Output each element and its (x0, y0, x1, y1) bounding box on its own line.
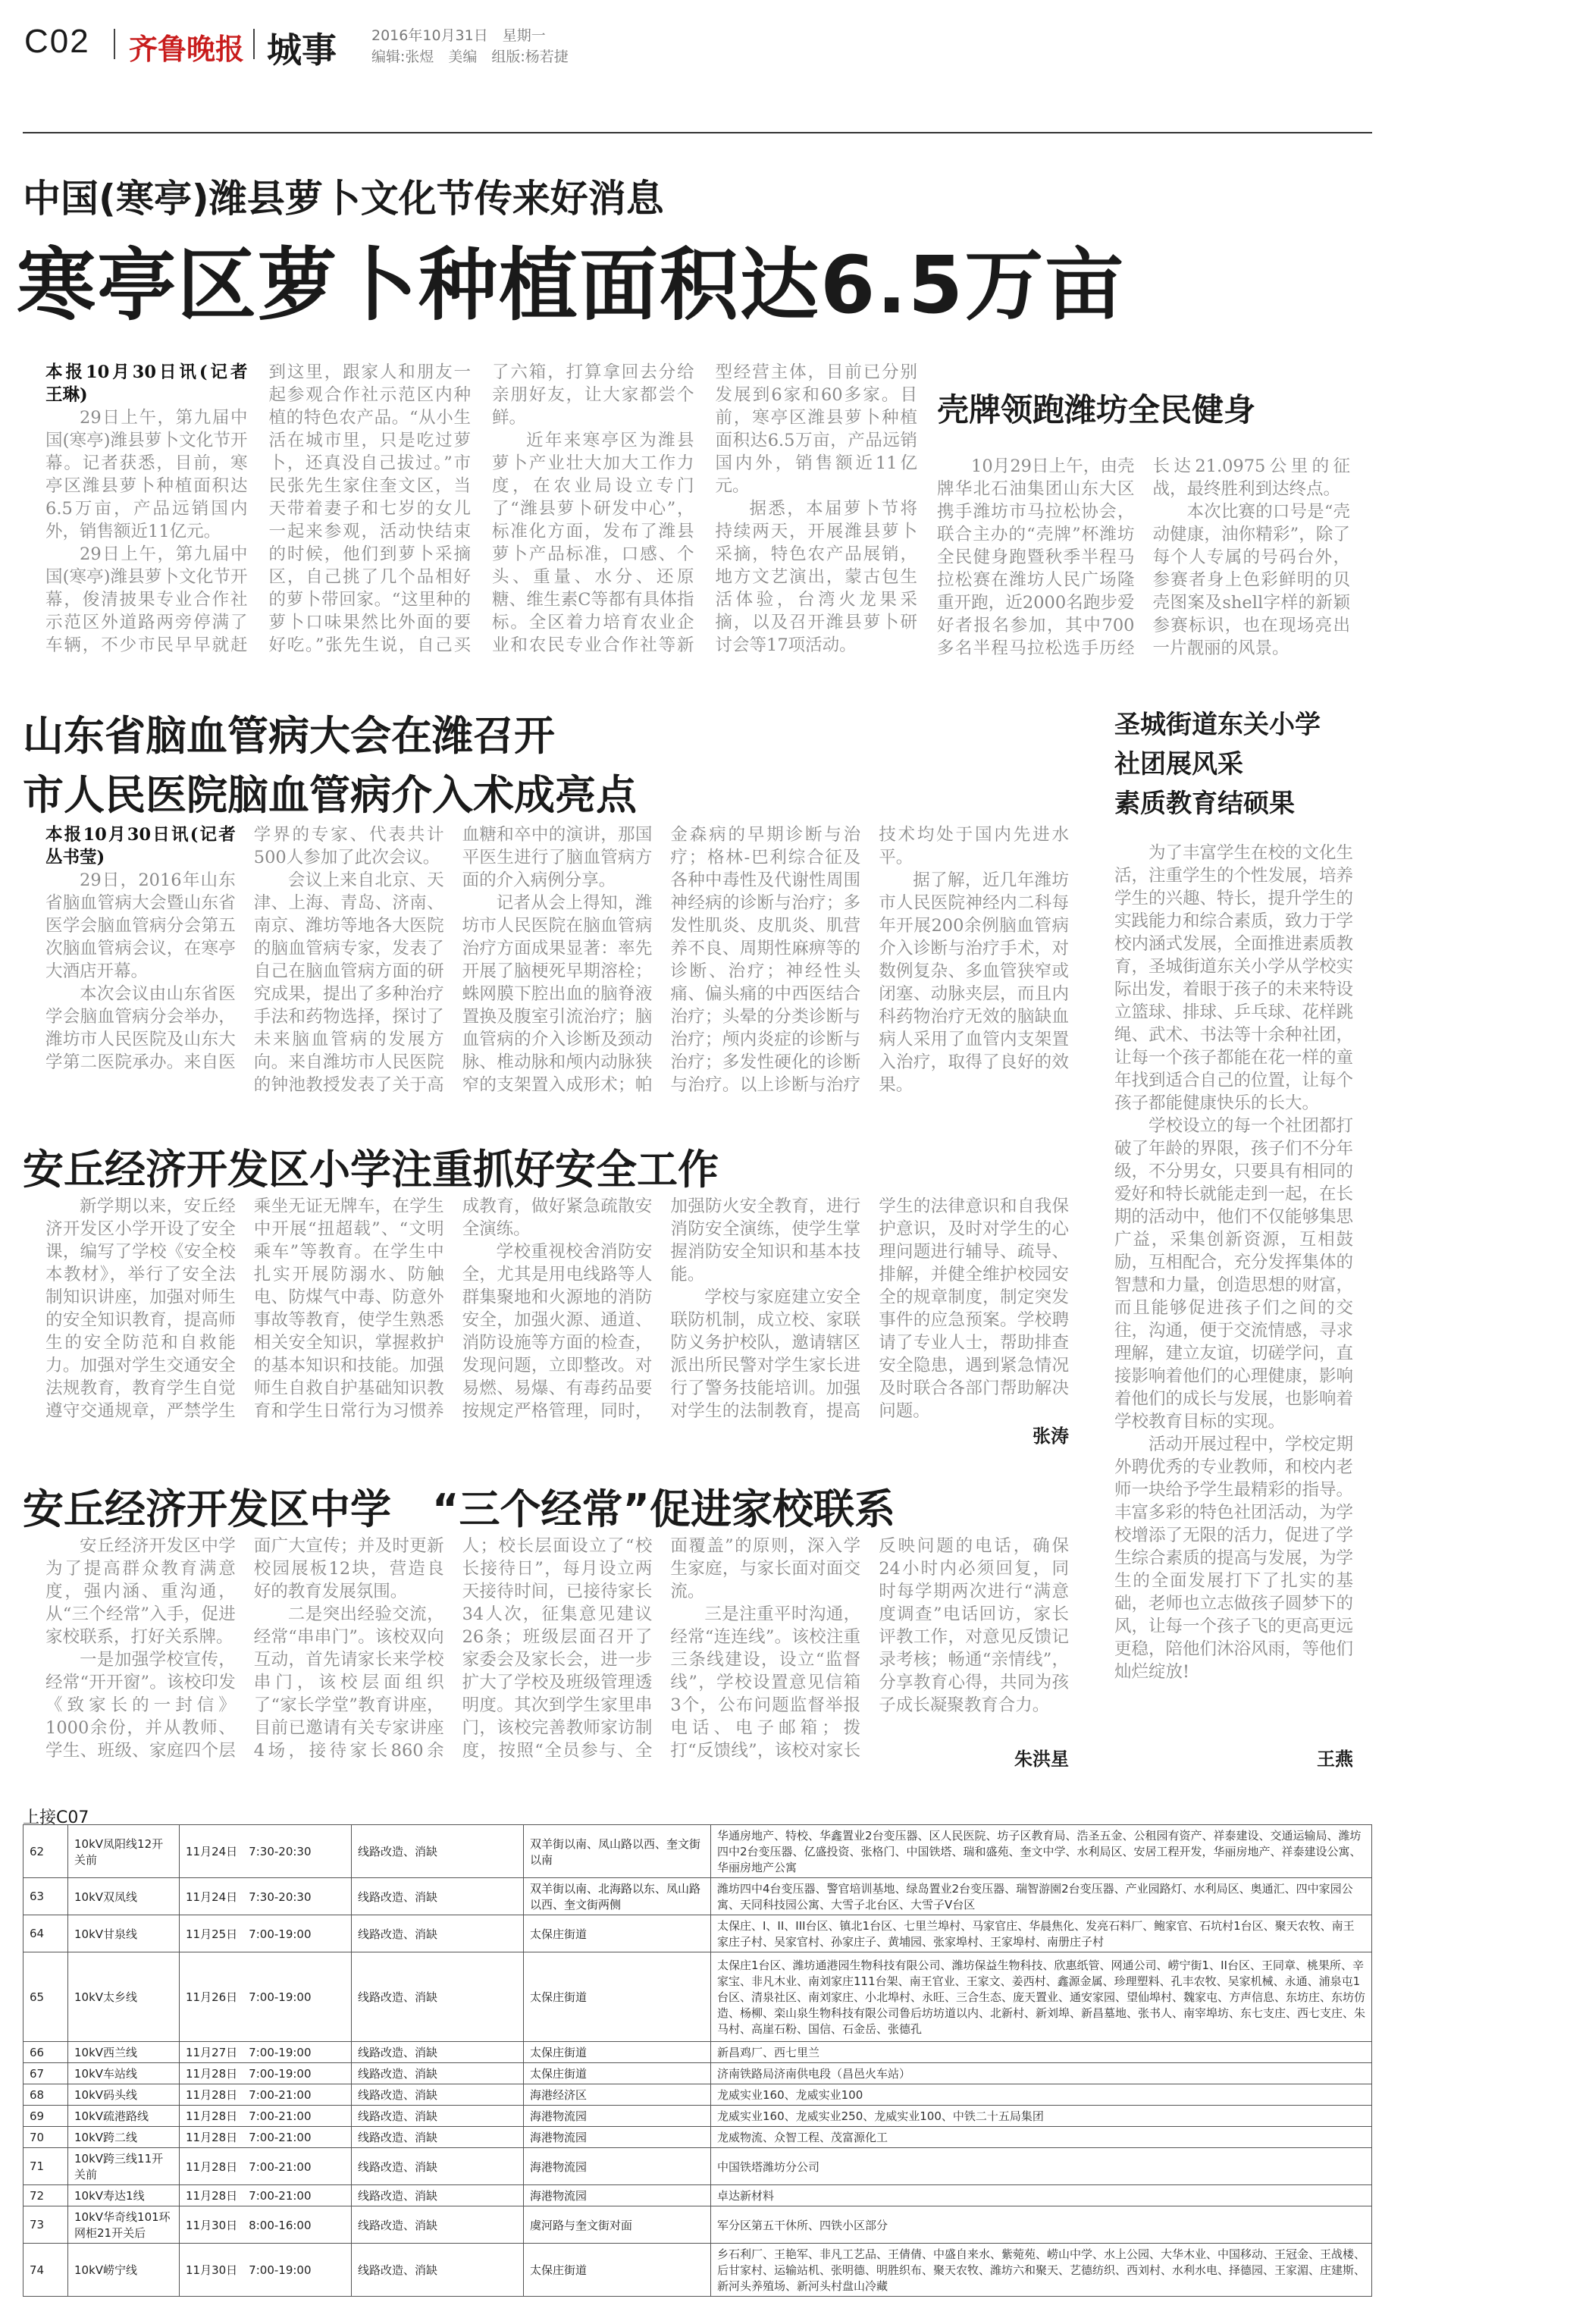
paragraph: 29日上午，第九届中国(寒亭)潍县萝卜文化节开幕，俊清披果专业合作社示范区外道路两旁停满了车辆，不少市民早早就赶到这里，跟家人和朋友一起参观合作社示范区内种植的特色农产品。“从小生活在城市里，只是吃过萝卜，还真没自己拔过。”市民张先生家住奎文区，当天带着妻子和七岁的女儿一起来参观，活动快结束的时候，他们到萝卜采摘区，自己挑了几个品相好的萝卜带回家。“这里种的萝卜口味果然比外面的要好吃。”张先生说，自己买了六箱，打算拿回去分给亲朋好友，让大家都尝个鲜。 (45, 362, 694, 655)
line-name: 10kV凤阳线12开关前 (68, 1825, 180, 1878)
continued-label: 上接C07 (23, 1808, 89, 1827)
outage-area: 太保庄街道 (524, 1952, 711, 2042)
outage-reason: 线路改造、消缺 (352, 2148, 524, 2185)
line-name: 10kV疏港路线 (68, 2106, 180, 2127)
paragraph: 本次比赛的口号是“壳动健康，油你精彩”，除了每个人专属的号码台外，参赛者身上色彩鲜明的贝壳图案及shell字样的新颖参赛标识，也在现场亮出一片靓丽的风景。 (1152, 502, 1350, 658)
line-name: 10kV华奇线101环网柜21开关后 (68, 2206, 180, 2244)
school-body (45, 1535, 1069, 1762)
affected-users: 新昌鸡厂、西七里兰 (711, 2042, 1372, 2063)
outage-time: 11月25日 7:00-19:00 (180, 1915, 352, 1952)
table-row (24, 1952, 1372, 2042)
paragraph: 会议上来自北京、天津、上海、青岛、济南、南京、潍坊等地各大医院的脑血管病专家，发表了自己在脑血管病方面的研究成果，提出了多种治疗手法和药物选择，探讨了未来脑血管病的发展方向。来自潍坊市人民医院的钟池教授发表了关于高血糖和卒中的演讲，那国平医生进行了脑血管病方面的介入病例分享。 (253, 825, 653, 1095)
row-number: 66 (24, 2042, 68, 2063)
outage-reason: 线路改造、消缺 (352, 1878, 524, 1915)
table-row (24, 1915, 1372, 1952)
outage-reason: 线路改造、消缺 (352, 2042, 524, 2063)
paragraph: 10月29日上午，由壳牌华北石油集团山东大区携手潍坊市马拉松协会，联合主办的“壳牌”杯潍坊全民健身跑暨秋季半程马拉松赛在潍坊人民广场隆重开跑，近2000名跑步爱好者报名参加，其中700多名半程马拉松选手历经长达21.0975公里的征战，最终胜利到达终点。 (937, 456, 1350, 658)
table-row (24, 2148, 1372, 2185)
paragraph: 学校设立的每一个社团都打破了年龄的界限，孩子们不分年级，不分男女，只要具有相同的爱好和特长就能走到一起，在长期的活动中，他们不仅能够集思广益，采集创新资源，互相鼓励，互相配合，充分发挥集体的智慧和力量，创造思想的财富，而且能够促进孩子们之间的交往，沟通，便于交流情感，寻求理解，建立友谊，切磋学问，直接影响着他们的心理健康，影响着他们的成长与发展，也影响着学校教育目标的实现。 (1114, 1116, 1353, 1432)
header-rule (23, 132, 1372, 133)
header-divider (114, 29, 115, 59)
affected-users: 军分区第五干休所、四铁小区部分 (711, 2206, 1372, 2244)
row-number: 64 (24, 1915, 68, 1952)
outage-reason: 线路改造、消缺 (352, 1952, 524, 2042)
outage-area: 海港物流园 (524, 2127, 711, 2148)
affected-users: 太保庄1台区、潍坊通港园生物科技有限公司、潍坊保益生物科技、欣惠纸管、网通公司、崂宁街1、II台区、王同章、桃果所、辛家宝、非凡木业、南刘家庄111台架、南王官业、王家文、姜西村、鑫源金属、珍理塑料、孔丰农牧、吴家机械、永通、浦泉屯1台区、清泉社区、南刘家庄、小北埠村、永旺、三合生态、庞天置业、通安家园、望仙埠村、魏家屯、方声信息、东坊庄、东坊仿造、杨柳、栾山泉生物科技有限公司鲁后坊坊道以内、北新村、新刘埠、新昌墓地、张书人、南宰埠坊、东七支庄、西七支庄、朱马村、高崖石粉、国信、石金岳、张德孔 (711, 1952, 1372, 2042)
paragraph: 一是加强学校宣传，经常“开开窗”。该校印发《致家长的一封信》1000余份，并从教师、学生、班级、家庭四个层面广大宣传；并及时更新校园展板12块，营造良好的教育发展氛围。 (45, 1536, 444, 1761)
line-name: 10kV太乡线 (68, 1952, 180, 2042)
affected-users: 卓达新材料 (711, 2185, 1372, 2206)
line-name: 10kV寿达1线 (68, 2185, 180, 2206)
row-number: 68 (24, 2084, 68, 2106)
sports-headline: 壳牌领跑潍坊全民健身 (937, 391, 1256, 428)
row-number: 69 (24, 2106, 68, 2127)
sidebar-byline: 王燕 (1317, 1748, 1353, 1770)
row-number: 70 (24, 2127, 68, 2148)
lead-headline: 寒亭区萝卜种植面积达6.5万亩 (17, 239, 1126, 331)
paragraph: 本次会议由山东省医学会脑血管病分会举办，潍坊市人民医院及山东大学第二医院承办。来自医学界的专家、代表共计500人参加了此次会议。 (45, 825, 444, 1072)
line-name: 10kV甘泉线 (68, 1915, 180, 1952)
medical-dateline: 本报10月30日讯(记者 丛书莹) (45, 825, 253, 867)
outage-area: 海港物流园 (524, 2148, 711, 2185)
table-row (24, 2244, 1372, 2297)
outage-reason: 线路改造、消缺 (352, 1825, 524, 1878)
row-number: 73 (24, 2206, 68, 2244)
table-row (24, 2063, 1372, 2084)
table-row (24, 2106, 1372, 2127)
outage-time: 11月28日 7:00-21:00 (180, 2127, 352, 2148)
row-number: 65 (24, 1952, 68, 2042)
outage-time: 11月28日 7:00-21:00 (180, 2084, 352, 2106)
line-name: 10kV双凤线 (68, 1878, 180, 1915)
safety-body (45, 1195, 1069, 1445)
outage-area: 太保庄街道 (524, 2042, 711, 2063)
outage-time: 11月30日 8:00-16:00 (180, 2206, 352, 2244)
sidebar-headline-1: 圣城街道东关小学 (1114, 710, 1321, 740)
outage-area: 海港物流园 (524, 2185, 711, 2206)
paragraph: 活动开展过程中，学校定期外聘优秀的专业教师，和校内老师一块给予学生最精彩的指导。丰富多彩的特色社团活动，为学校增添了无限的活力，促进了学生综合素质的提高与发展，为学生的全面发展打下了扎实的基础，老师也立志做孩子圆梦下的风，让每一个孩子飞的更高更远更稳，陪他们沐浴风雨，等他们灿烂绽放! (1114, 1435, 1353, 1682)
paragraph: 为了丰富学生在校的文化生活，注重学生的个性发展，培养学生的兴趣、特长，提升学生的实践能力和综合素质，致力于学校内涵式发展，全面推进素质教育，圣城街道东关小学从学校实际出发，着眼于孩子的未来特设立篮球、排球、乒乓球、花样跳绳、武术、书法等十余种社团，让每一个孩子都能在花一样的童年找到适合自己的位置，让每个孩子都能健康快乐的长大。 (1114, 843, 1353, 1113)
row-number: 71 (24, 2148, 68, 2185)
paragraph: 三是注重平时沟通，经常“连连线”。该校注重三条线建设，设立“监督线”，学校设置意见信箱3个，公布问题监督举报电话、电子邮箱；拨打“反馈线”，该校对家长反映问题的电话，确保24小时内必须回复，同时每学期两次进行“满意度调查”电话回访，家长评教工作，对意见反馈记录考核；畅通“亲情线”，分享教育心得，共同为孩子成长凝聚教育合力。 (670, 1536, 1069, 1761)
medical-body (45, 823, 1069, 1134)
outage-time: 11月24日 7:30-20:30 (180, 1878, 352, 1915)
outage-area: 太保庄街道 (524, 2244, 711, 2297)
line-name: 10kV跨二线 (68, 2127, 180, 2148)
medical-headline-1: 山东省脑血管病大会在潍召开 (23, 712, 555, 760)
paragraph: 记者从会上得知，潍坊市人民医院在脑血管病治疗方面成果显著：率先开展了脑梗死早期溶栓；蛛网膜下腔出血的脑脊液置换及腹室引流治疗；脑血管病的介入诊断及颈动脉、椎动脉和颅内动脉狭窄的支架置入成形术；帕金森病的早期诊断与治疗；格林-巴利综合征及各种中毒性及代谢性周围神经病的诊断与治疗；多发性肌炎、皮肌炎、肌营养不良、周期性麻痹等的诊断、治疗；神经性头痛、偏头痛的中西医结合治疗；头晕的分类诊断与治疗；颅内炎症的诊断与治疗；多发性硬化的诊断与治疗。以上诊断与治疗技术均处于国内先进水平。 (462, 825, 1069, 1095)
safety-byline: 张涛 (1033, 1425, 1069, 1447)
row-number: 62 (24, 1825, 68, 1878)
outage-area: 双羊街以南、北海路以东、凤山路以西、奎文街两侧 (524, 1878, 711, 1915)
section-title: 城事 (267, 30, 337, 71)
paragraph: 二是突出经验交流，经常“串串门”。该校双向互动，首先请家长来学校串门，该校层面组织了“家长学堂”教育讲座，目前已邀请有关专家讲座4场，接待家长860余人；校长层面设立了“校长接待日”，每月设立两天接待时间，已接待家长34人次，征集意见建议26条；班级层面召开了家委会及家长会，进一步扩大了学校及班级管理透明度。其次到学生家里串门，该校完善教师家访制度，按照“全员参与、全面覆盖”的原则，深入学生家庭，与家长面对面交流。 (253, 1536, 861, 1761)
outage-reason: 线路改造、消缺 (352, 2106, 524, 2127)
row-number: 72 (24, 2185, 68, 2206)
header-divider (253, 29, 255, 59)
power-outage-table (23, 1824, 1372, 2297)
newspaper-logo: 齐鲁晚报 (129, 32, 245, 66)
table-row (24, 2084, 1372, 2106)
affected-users: 潍坊四中4台变压器、警官培训基地、绿岛置业2台变压器、瑞智游園2台变压器、产业园路灯、水利局区、奥通汇、四中家园公寓、天同科技园公寓、大雪子北台区、大雪子V台区 (711, 1878, 1372, 1915)
outage-reason: 线路改造、消缺 (352, 2185, 524, 2206)
outage-reason: 线路改造、消缺 (352, 2206, 524, 2244)
row-number: 63 (24, 1878, 68, 1915)
lead-kicker: 中国(寒亭)潍县萝卜文化节传来好消息 (23, 177, 664, 221)
outage-area: 太保庄街道 (524, 2063, 711, 2084)
school-headline: 安丘经济开发区中学 “三个经常”促进家校联系 (23, 1485, 895, 1533)
paragraph: 学校与家庭建立安全联防机制，成立校、家联防义务护校队，邀请辖区派出所民警对学生家长进行了警务技能培训。加强对学生的法制教育，提高学生的法律意识和自我保护意识，及时对学生的心理问题进行辅导、疏导、排解，并健全维护校园安全的规章制度，制定突发事件的应急预案。学校聘请了专业人士，帮助排查安全隐患，遇到紧急情况及时联合各部门帮助解决问题。 (670, 1196, 1069, 1421)
outage-time: 11月28日 7:00-21:00 (180, 2106, 352, 2127)
date-line: 2016年10月31日 星期一 (371, 27, 546, 44)
sports-body (937, 455, 1350, 705)
row-number: 67 (24, 2063, 68, 2084)
school-byline: 朱洪星 (1014, 1748, 1069, 1770)
line-name: 10kV崂宁线 (68, 2244, 180, 2297)
table-row (24, 1825, 1372, 1878)
outage-time: 11月30日 7:00-19:00 (180, 2244, 352, 2297)
outage-area: 海港物流园 (524, 2106, 711, 2127)
sidebar-headline-3: 素质教育结硕果 (1114, 789, 1295, 819)
lead-body (45, 361, 917, 702)
sidebar-headline-2: 社团展风采 (1114, 749, 1243, 779)
lead-dateline: 本报10月30日讯(记者 王琳) (45, 362, 265, 405)
outage-time: 11月28日 7:00-19:00 (180, 2063, 352, 2084)
affected-users: 中国铁塔潍坊分公司 (711, 2148, 1372, 2185)
affected-users: 济南铁路局济南供电段（昌邑火车站） (711, 2063, 1372, 2084)
affected-users: 龙威物流、众智工程、茂富源化工 (711, 2127, 1372, 2148)
affected-users: 华通房地产、特校、华鑫置业2台变压器、区人民医院、坊子区教育局、浩圣五金、公租园有资产、祥泰建设、交通运输局、潍坊四中2台变压器、亿盛投资、张格门、中国铁塔、瑞和盛苑、奎文中学、水利局区、安居工程开发，华丽房地产、祥泰建设公寓、华丽房地产公寓 (711, 1825, 1372, 1878)
outage-time: 11月28日 7:00-21:00 (180, 2148, 352, 2185)
outage-reason: 线路改造、消缺 (352, 2063, 524, 2084)
table-row (24, 1878, 1372, 1915)
paragraph: 29日，2016年山东省脑血管病大会暨山东省医学会脑血管病分会第五次脑血管病会议，在寒亭大酒店开幕。 (45, 870, 236, 981)
safety-headline: 安丘经济开发区小学注重抓好安全工作 (23, 1146, 719, 1193)
outage-reason: 线路改造、消缺 (352, 2244, 524, 2297)
row-number: 74 (24, 2244, 68, 2297)
outage-area: 海港经济区 (524, 2084, 711, 2106)
outage-time: 11月28日 7:00-21:00 (180, 2185, 352, 2206)
table-row (24, 2042, 1372, 2063)
table-row (24, 2206, 1372, 2244)
line-name: 10kV码头线 (68, 2084, 180, 2106)
paragraph: 据悉，本届萝卜节将持续两天，开展潍县萝卜采摘，特色农产品展销，地方文艺演出，蒙古包生活体验，台湾火龙果采摘，以及召开潍县萝卜研讨会等17项活动。 (715, 499, 917, 655)
outage-area: 虞河路与奎文街对面 (524, 2206, 711, 2244)
paragraph: 安丘经济开发区中学为了提高群众教育满意度，强内涵、重沟通，从“三个经常”入手，促进家校联系，打好关系牌。 (45, 1536, 236, 1647)
editors-line: 编辑:张煜 美编 组版:杨若捷 (371, 49, 569, 65)
paragraph: 29日上午，第九届中国(寒亭)潍县萝卜文化节开幕。记者获悉，目前，寒亭区潍县萝卜种植面积达6.5万亩，产品远销国内外，销售额近11亿元。 (45, 408, 248, 541)
line-name: 10kV西兰线 (68, 2042, 180, 2063)
affected-users: 太保庄、I、II、III台区、镇北1台区、七里兰埠村、马家官庄、华晨焦化、发亮石料厂、鲍家官、石坑村1台区、聚天农牧、南王家庄子村、吴家官村、孙家庄子、黄埔园、张家埠村、王家埠村、南册庄子村 (711, 1915, 1372, 1952)
paragraph: 近年来寒亭区为潍县萝卜产业壮大加大工作力度，在农业局设立专门了“潍县萝卜研发中心”，标准化方面，发布了潍县萝卜产品标准，口感、个头、重量、水分、还原糖、维生素C等都有具体指标。全区着力培育农业企业和农民专业合作社等新型经营主体，目前已分别发展到6家和60多家。目前，寒亭区潍县萝卜种植面积达6.5万亩，产品远销国内外，销售额近11亿元。 (492, 362, 917, 655)
affected-users: 龙威实业160、龙威实业250、龙威实业100、中铁二十五局集团 (711, 2106, 1372, 2127)
paragraph: 新学期以来，安丘经济开发区小学开设了安全课，编写了学校《安全校本教材》，举行了安全法制知识讲座，加强对师生的安全知识教育，提高师生的安全防范和自救能力。加强对学生交通安全法规教育，教育学生自觉遵守交通规章，严禁学生乘坐无证无牌车，在学生中开展“扭超载”、“文明乘车”等教育。在学生中扎实开展防溺水、防触电、防煤气中毒、防意外事故等教育，使学生熟悉相关安全知识，掌握救护的基本知识和技能。加强师生自救自护基础知识教育和学生日常行为习惯养成教育，做好紧急疏散安全演练。 (45, 1196, 653, 1421)
outage-time: 11月27日 7:00-19:00 (180, 2042, 352, 2063)
outage-reason: 线路改造、消缺 (352, 2127, 524, 2148)
paragraph: 据了解，近几年潍坊市人民医院神经内二科每年开展200余例脑血管病介入诊断与治疗手术，对数例复杂、多血管狭窄或闭塞、动脉夹层，而且内科药物治疗无效的脑缺血病人采用了血管内支架置入治疗，取得了良好的效果。 (879, 870, 1069, 1095)
outage-area: 双羊街以南、凤山路以西、奎文街以南 (524, 1825, 711, 1878)
outage-reason: 线路改造、消缺 (352, 1915, 524, 1952)
medical-headline-2: 市人民医院脑血管病介入术成亮点 (23, 771, 637, 819)
outage-time: 11月24日 7:30-20:30 (180, 1825, 352, 1878)
line-name: 10kV跨三线11开关前 (68, 2148, 180, 2185)
line-name: 10kV车站线 (68, 2063, 180, 2084)
table-row (24, 2185, 1372, 2206)
affected-users: 乡石利厂、王艳军、非凡工艺品、王倩倩、中盛自来水、紫菀苑、崂山中学、水上公园、大华木业、中国移动、王冠金、王战楼、后甘家村、运输站机、张明德、明胜织布、聚天农牧、潍坊六和聚天、艺德纺织、西刘村、水利水电、择德园、王家湄、庄建斯、新河头养殖场、新河头村盘山冷藏 (711, 2244, 1372, 2297)
sidebar-body (1114, 842, 1353, 1736)
paragraph: 学校重视校舍消防安全，尤其是用电线路等人群集聚地和火源地的消防安全，加强火源、通道、消防设施等方面的检查，发现问题，立即整改。对易燃、易爆、有毒药品要按规定严格管理，同时，加强防火安全教育，进行消防安全演练，使学生掌握消防安全知识和基本技能。 (462, 1196, 861, 1421)
outage-area: 太保庄街道 (524, 1915, 711, 1952)
table-row (24, 2127, 1372, 2148)
outage-reason: 线路改造、消缺 (352, 2084, 524, 2106)
page-code: C02 (24, 23, 90, 60)
outage-time: 11月26日 7:00-19:00 (180, 1952, 352, 2042)
affected-users: 龙威实业160、龙威实业100 (711, 2084, 1372, 2106)
